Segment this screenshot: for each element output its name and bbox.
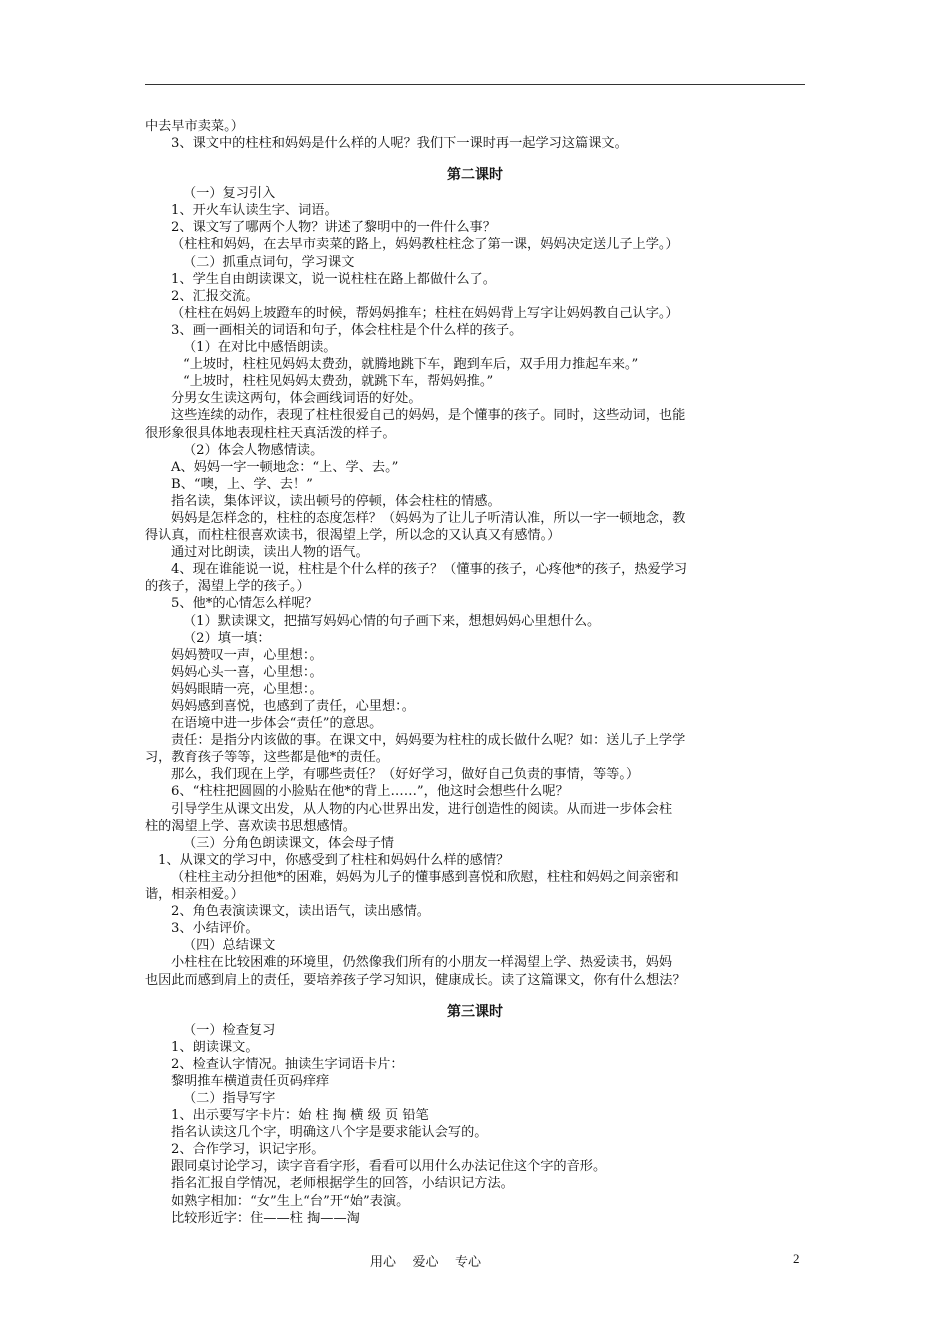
text-line: （1）默读课文，把描写妈妈心情的句子画下来，想想妈妈心里想什么。 [183, 613, 601, 629]
text-line: “上坡时，柱柱见妈妈太费劲，就腾地跳下车，跑到车后，双手用力推起车来。” [183, 357, 639, 373]
text-line: 5、他*的心情怎么样呢？ [171, 596, 318, 612]
text-line: 的孩子，渴望上学的孩子。） [145, 579, 310, 595]
text-line: 6、“柱柱把圆圆的小脸贴在他*的背上……”，他这时会想些什么呢？ [171, 784, 569, 800]
text-line: 3、画一画相关的词语和句子，体会柱柱是个什么样的孩子。 [171, 322, 523, 338]
text-line: （1）在对比中感悟朗读。 [183, 340, 337, 356]
text-line: 很形象很具体地表现柱柱天真活泼的样子。 [145, 425, 396, 441]
text-line: 1、出示要写字卡片：始 柱 掏 横 级 页 铅笔 [171, 1108, 429, 1124]
text-line: 指名读，集体评议，读出顿号的停顿，体会柱柱的情感。 [171, 493, 501, 509]
text-line: （柱柱主动分担他*的困难，妈妈为儿子的懂事感到喜悦和欣慰，柱柱和妈妈之间亲密和 [171, 869, 679, 885]
text-line: 这些连续的动作，表现了柱柱很爱自己的妈妈，是个懂事的孩子。同时，这些动词，也能 [171, 408, 686, 424]
text-line: 分男女生读这两句，体会画线词语的好处。 [171, 391, 422, 407]
text-line: 比较形近字：住——柱 掏——淘 [171, 1210, 360, 1226]
text-line: （四）总结课文 [183, 938, 276, 954]
document-body [145, 118, 805, 1227]
text-line: 妈妈感到喜悦，也感到了责任，心里想：。 [171, 699, 415, 714]
text-line: （柱柱在妈妈上坡蹬车的时候，帮妈妈推车；柱柱在妈妈背上写字让妈妈教自己认字。） [171, 305, 679, 321]
text-line: 引导学生从课文出发，从人物的内心世界出发，进行创造性的阅读。从而进一步体会柱 [171, 801, 673, 817]
section-heading: 第三课时 [447, 1003, 503, 1020]
text-line: 妈妈赞叹一声，心里想：。 [171, 647, 323, 663]
text-line: 柱的渴望上学、喜欢读书思想感情。 [145, 818, 356, 834]
text-line: 黎明推车横道责任页码痒痒 [171, 1073, 330, 1089]
header-rule [145, 84, 805, 85]
text-line: 习，教育孩子等等，这些都是他*的责任。 [145, 750, 389, 766]
text-line: 也因此而感到肩上的责任，要培养孩子学习知识，健康成长。读了这篇课文，你有什么想法？ [145, 972, 686, 988]
section-heading: 第二课时 [447, 167, 503, 184]
text-line: 指名认读这几个字，明确这八个字是要求能认会写的。 [171, 1125, 488, 1141]
text-line: （二）指导写字 [183, 1090, 276, 1106]
text-line: 1、开火车认读生字、词语。 [171, 203, 338, 219]
text-line: 妈妈是怎样念的，柱柱的态度怎样？（妈妈为了让儿子听清认准，所以一字一顿地念，教 [171, 510, 686, 526]
text-line: （柱柱和妈妈，在去早市卖菜的路上，妈妈教柱柱念了第一课，妈妈决定送儿子上学。） [171, 237, 679, 253]
text-line: （一）复习引入 [183, 186, 276, 202]
footer-motto: 用心 爱心 专心 [370, 1255, 482, 1270]
text-line: B、“噢，上、学、去！” [171, 476, 313, 492]
text-line: 通过对比朗读，读出人物的语气。 [171, 545, 369, 561]
text-line: 责任：是指分内该做的事。在课文中，妈妈要为柱柱的成长做什么呢？如：送儿子上学学 [171, 733, 686, 749]
text-line: 指名汇报自学情况，老师根据学生的回答，小结识记方法。 [171, 1176, 514, 1192]
text-line: 1、朗读课文。 [171, 1039, 259, 1055]
text-line: 2、角色表演读课文，读出语气，读出感情。 [171, 904, 430, 920]
text-line: （三）分角色朗读课文，体会母子情 [183, 835, 394, 851]
text-line: （一）检查复习 [183, 1022, 276, 1038]
text-line: 得认真，而柱柱很喜欢读书，很渴望上学，所以念的又认真又有感情。） [145, 528, 561, 544]
text-line: 跟同桌讨论学习，读字音看字形，看看可以用什么办法记住这个字的音形。 [171, 1159, 607, 1175]
text-line: 2、合作学习，识记字形。 [171, 1142, 325, 1158]
text-line: 在语境中进一步体会“责任”的意思。 [171, 716, 383, 732]
text-line: 1、从课文的学习中，你感受到了柱柱和妈妈什么样的感情？ [158, 852, 510, 868]
text-line: 那么，我们现在上学，有哪些责任？（好好学习，做好自己负责的事情，等等。） [171, 767, 640, 783]
text-line: 2、汇报交流。 [171, 288, 259, 304]
text-line: （2）填一填： [183, 630, 271, 646]
text-line: 3、课文中的柱柱和妈妈是什么样的人呢？我们下一课时再一起学习这篇课文。 [171, 136, 628, 152]
text-line: 2、检查认字情况。抽读生字词语卡片： [171, 1056, 404, 1072]
text-line: 4、现在谁能说一说，柱柱是个什么样的孩子？（懂事的孩子，心疼他*的孩子，热爱学习 [171, 562, 688, 578]
text-line: （二）抓重点词句，学习课文 [183, 254, 355, 270]
text-line: 3、小结评价。 [171, 921, 259, 937]
text-line: 1、学生自由朗读课文，说一说柱柱在路上都做什么了。 [171, 271, 496, 287]
text-line: “上坡时，柱柱见妈妈太费劲，就跳下车，帮妈妈推。” [183, 374, 494, 390]
text-line: 中去早市卖菜。） [145, 119, 244, 134]
text-line: 小柱柱在比较困难的环境里，仍然像我们所有的小朋友一样渴望上学、热爱读书，妈妈 [171, 955, 673, 971]
text-line: 妈妈心头一喜，心里想：。 [171, 664, 323, 680]
text-line: 谐，相亲相爱。） [145, 887, 244, 903]
text-line: 2、课文写了哪两个人物？讲述了黎明中的一件什么事？ [171, 220, 496, 236]
text-line: （2）体会人物感情读。 [183, 442, 324, 458]
text-line: A、妈妈一字一顿地念：“上、学、去。” [171, 459, 399, 475]
page-number: 2 [793, 1251, 800, 1266]
text-line: 妈妈眼睛一亮，心里想：。 [171, 681, 323, 697]
text-line: 如熟字相加：“女”生上“台”开“始”表演。 [171, 1193, 410, 1209]
